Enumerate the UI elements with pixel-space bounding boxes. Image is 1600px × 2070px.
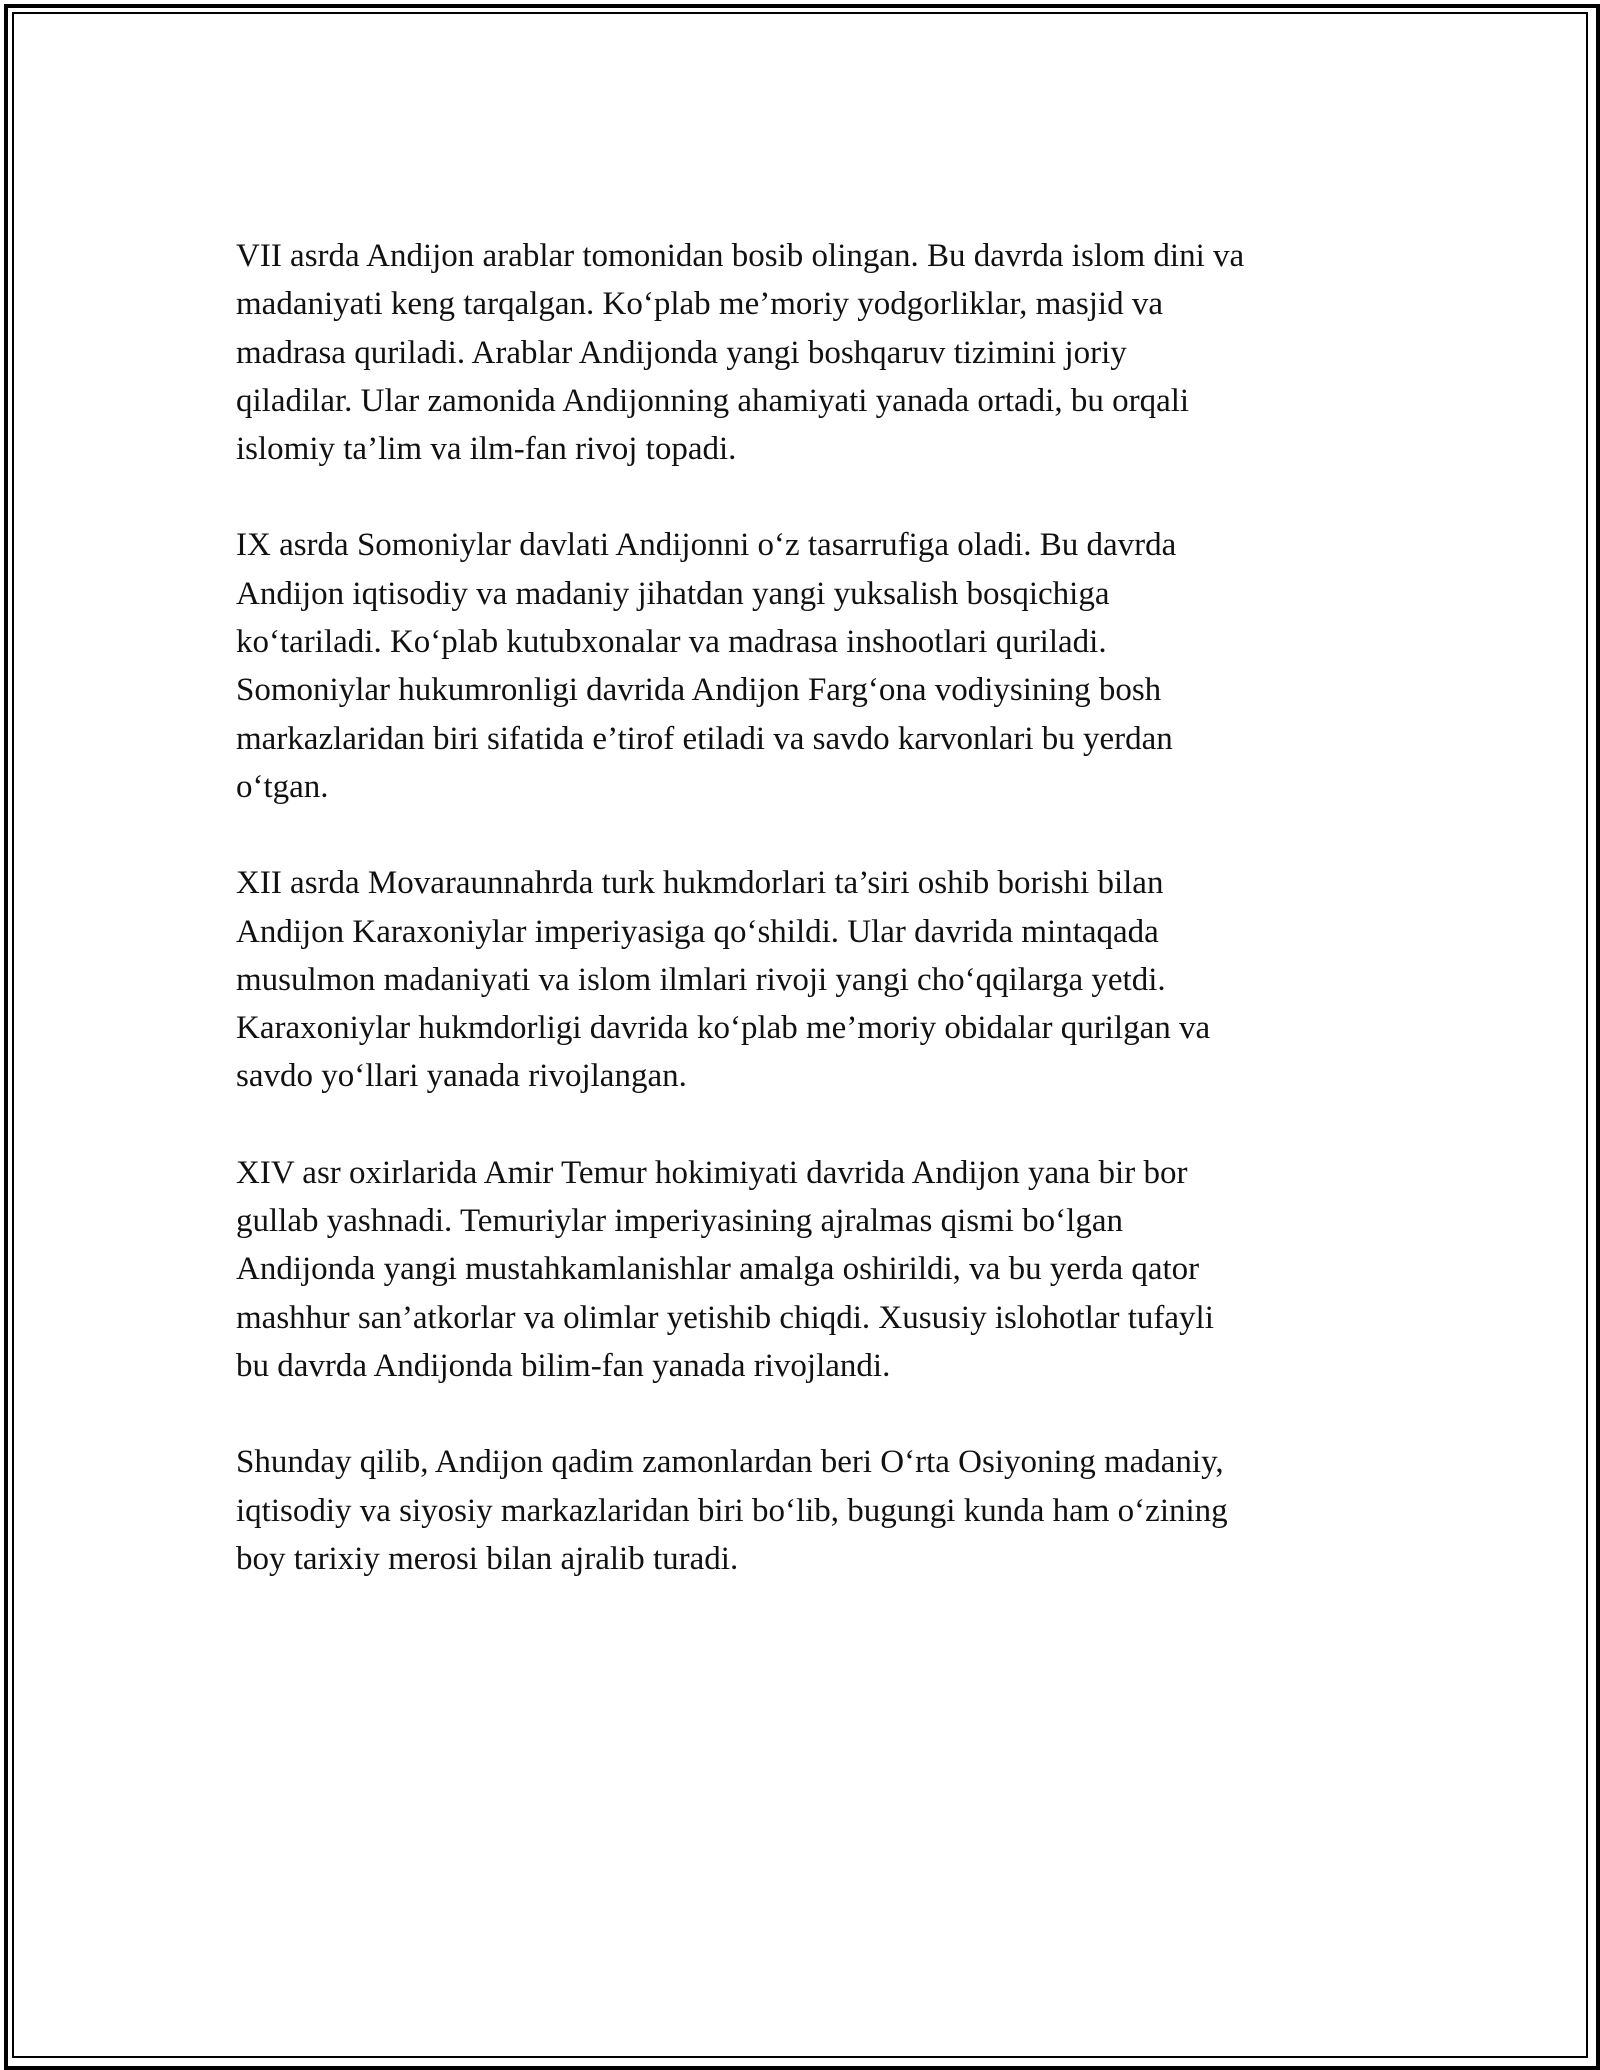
- paragraph-xiv-century: XIV asr oxirlarida Amir Temur hokimiyati davrida Andijon yana bir bor gullab yashnadi. Temuriylar imperiyasining ajralmas qismi bo‘lgan Andijonda yangi mustahkamlanishlar amalga oshirildi, va bu yerda qator mashhur san’atkorlar va olimlar yetishib chiqdi. Xususiy islohotlar tufayli bu davrda Andijonda bilim-fan yanada rivojlandi.: [236, 1154, 1214, 1384]
- paragraph-vii-century: VII asrda Andijon arablar tomonidan bosib olingan. Bu davrda islom dini va madaniyati keng tarqalgan. Ko‘plab me’moriy yodgorliklar, masjid va madrasa quriladi. Arablar Andijonda yangi boshqaruv tizimini joriy qiladilar. Ular zamonida Andijonning ahamiyati yanada ortadi, bu orqali islomiy ta’lim va ilm-fan rivoj topadi.: [236, 238, 1245, 468]
- paragraph-xii-century: XII asrda Movaraunnahrda turk hukmdorlari ta’siri oshib borishi bilan Andijon Karaxoniylar imperiyasiga qo‘shildi. Ular davrida mintaqada musulmon madaniyati va islom ilmlari rivoji yangi cho‘qqilarga yetdi. Karaxoniylar hukmdorligi davrida ko‘plab me’moriy obidalar qurilgan va savdo yo‘llari yanada rivojlangan.: [236, 865, 1211, 1095]
- document-body: [236, 232, 1376, 1583]
- paragraph-ix-century: IX asrda Somoniylar davlati Andijonni o‘z tasarrufiga oladi. Bu davrda Andijon iqtisodiy va madaniy jihatdan yangi yuksalish bosqichiga ko‘tariladi. Ko‘plab kutubxonalar va madrasa inshootlari quriladi. Somoniylar hukumronligi davrida Andijon Farg‘ona vodiysining bosh markazlaridan biri sifatida e’tirof etiladi va savdo karvonlari bu yerdan o‘tgan.: [236, 527, 1177, 805]
- paragraph-conclusion: Shunday qilib, Andijon qadim zamonlardan beri O‘rta Osiyoning madaniy, iqtisodiy va siyosiy markazlaridan biri bo‘lib, bugungi kunda ham o‘zining boy tarixiy merosi bilan ajralib turadi.: [236, 1444, 1228, 1577]
